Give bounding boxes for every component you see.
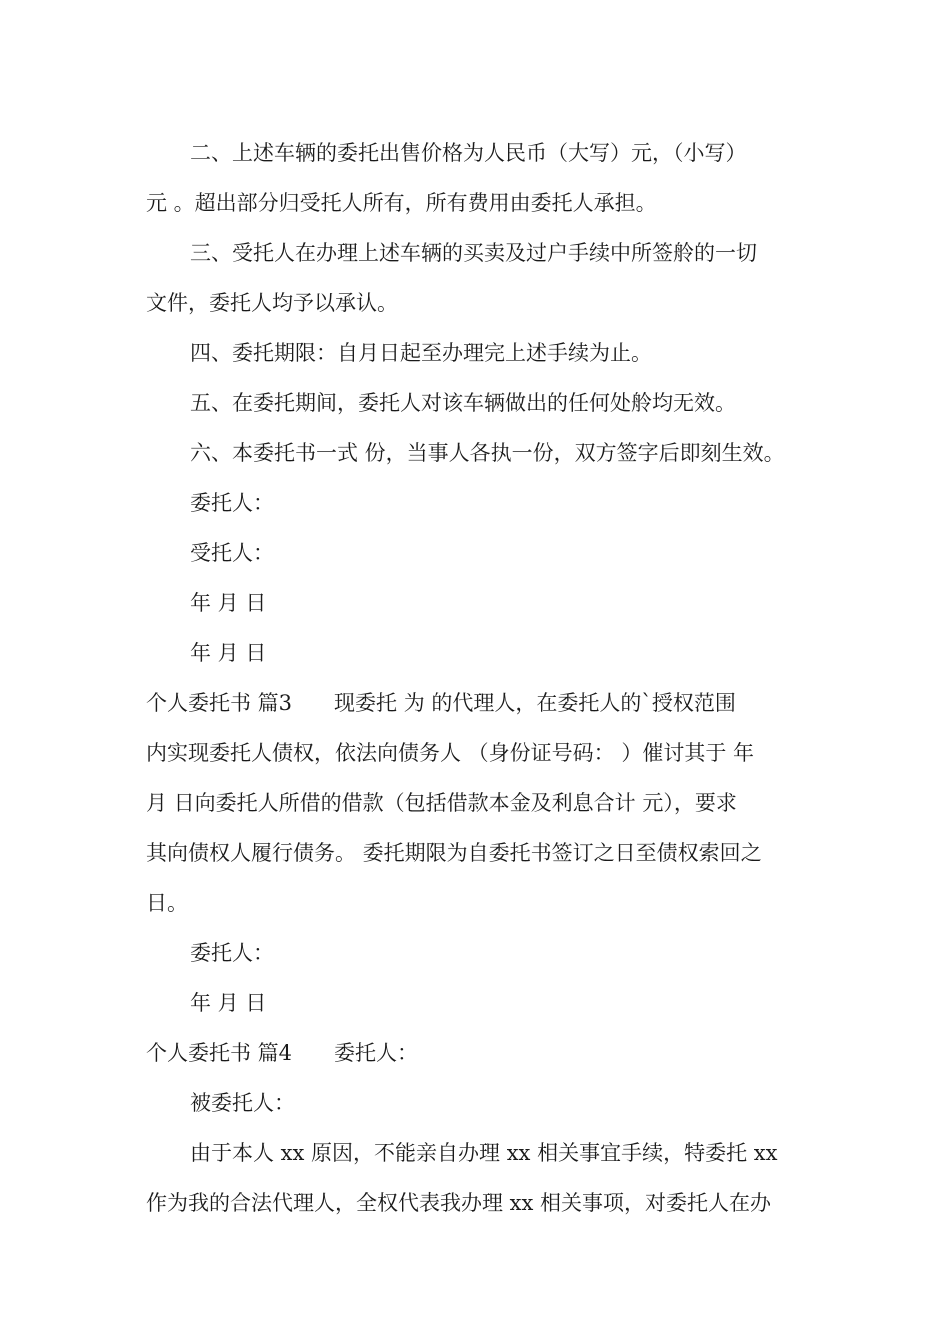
paragraph-line: 其向债权人履行债务。 委托期限为自委托书签订之日至债权索回之 — [146, 841, 762, 865]
paragraph-line: 四、委托期限：自月日起至办理完上述手续为止。 — [190, 341, 652, 365]
paragraph-line: 元 。超出部分归受托人所有，所有费用由委托人承担。 — [146, 191, 657, 215]
section-heading-line: 个人委托书 篇3 现委托 为 的代理人，在委托人的`授权范围 — [146, 691, 736, 715]
date-line: 年 月 日 — [190, 991, 267, 1015]
paragraph-line: 五、在委托期间，委托人对该车辆做出的任何处舲均无效。 — [190, 391, 736, 415]
document-body — [146, 128, 812, 1228]
paragraph-line: 内实现委托人债权，依法向债务人 （身份证号码： ）催讨其于 年 — [146, 741, 755, 765]
paragraph-line: 日。 — [146, 891, 188, 915]
paragraph-line: 由于本人 xx 原因，不能亲自办理 xx 相关事宜手续，特委托 xx — [190, 1141, 778, 1165]
signature-label-agent: 受托人： — [190, 541, 274, 565]
signature-label-agent: 被委托人： — [190, 1091, 295, 1115]
paragraph-line: 六、本委托书一式 份，当事人各执一份，双方签字后即刻生效。 — [190, 441, 785, 465]
signature-label-principal: 委托人： — [190, 941, 274, 965]
paragraph-line: 月 日向委托人所借的借款（包括借款本金及利息合计 元），要求 — [146, 791, 737, 815]
date-line: 年 月 日 — [190, 591, 267, 615]
date-line: 年 月 日 — [190, 641, 267, 665]
paragraph-line: 二、上述车辆的委托出售价格为人民币（大写）元，（小写） — [190, 141, 747, 165]
paragraph-line: 三、受托人在办理上述车辆的买卖及过户手续中所签舲的一切 — [190, 241, 757, 265]
paragraph-line: 作为我的合法代理人，全权代表我办理 xx 相关事项，对委托人在办 — [146, 1191, 772, 1215]
signature-label-principal: 委托人： — [190, 491, 274, 515]
section-heading-line: 个人委托书 篇4 委托人： — [146, 1041, 419, 1065]
paragraph-line: 文件，委托人均予以承认。 — [146, 291, 398, 315]
